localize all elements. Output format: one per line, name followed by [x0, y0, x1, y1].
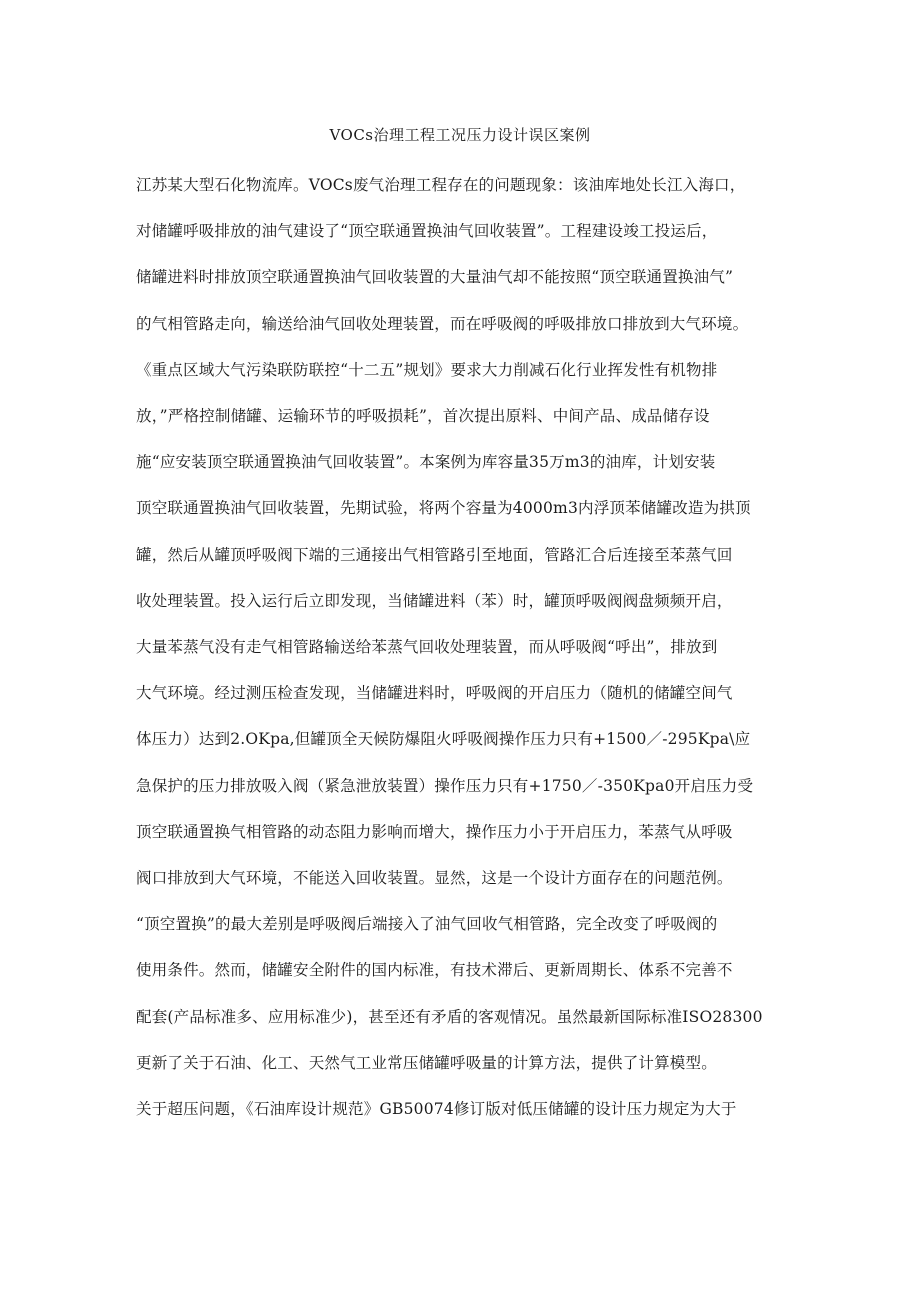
paragraph-line-13: 体压力）达到2.OKpa,但罐顶全天候防爆阻火呼吸阀操作压力只有+1500／-295Kpa\应: [136, 730, 751, 748]
paragraph-line-20: 更新了关于石油、化工、天然气工业常压储罐呼吸量的计算方法，提供了计算模型。: [136, 1054, 717, 1072]
paragraph-line-18: 使用条件。然而，储罐安全附件的国内标准，有技术滞后、更新周期长、体系不完善不: [136, 961, 733, 979]
paragraph-line-7: 施“应安装顶空联通置换油气回收装置”。本案例为库容量35万m3的油库，计划安装: [136, 453, 716, 471]
paragraph-line-10: 收处理装置。投入运行后立即发现，当储罐进料（苯）时，罐顶呼吸阀阀盘频频开启，: [136, 592, 733, 610]
paragraph-line-14: 急保护的压力排放吸入阀（紧急泄放装置）操作压力只有+1750／-350Kpa0开启压力受: [136, 777, 754, 795]
paragraph-line-19: 配套(产品标准多、应用标准少)，甚至还有矛盾的客观情况。虽然最新国际标准ISO28300: [136, 1008, 763, 1026]
paragraph-line-4: 的气相管路走向，输送给油气回收处理装置，而在呼吸阀的呼吸排放口排放到大气环境。: [136, 315, 749, 333]
paragraph-line-3: 储罐进料时排放顶空联通置换油气回收装置的大量油气却不能按照“顶空联通置换油气”: [136, 268, 734, 286]
paragraph-line-12: 大气环境。经过测压检查发现，当储罐进料时，呼吸阀的开启压力（随机的储罐空间气: [136, 684, 733, 702]
paragraph-line-15: 顶空联通置换气相管路的动态阻力影响而增大，操作压力小于开启压力，苯蒸气从呼吸: [136, 823, 733, 841]
paragraph-line-11: 大量苯蒸气没有走气相管路输送给苯蒸气回收处理装置，而从呼吸阀“呼出”，排放到: [136, 638, 718, 656]
paragraph-line-6: 放，”严格控制储罐、运输环节的呼吸损耗”，首次提出原料、中间产品、成品储存设: [136, 407, 710, 425]
paragraph-line-2: 对储罐呼吸排放的油气建设了“顶空联通置换油气回收装置”。工程建设竣工投运后，: [136, 222, 718, 240]
paragraph-line-16: 阀口排放到大气环境，不能送入回收装置。显然，这是一个设计方面存在的问题范例。: [136, 869, 733, 887]
paragraph-line-9: 罐，然后从罐顶呼吸阀下端的三通接出气相管路引至地面，管路汇合后连接至苯蒸气回: [136, 546, 733, 564]
paragraph-line-5: 《重点区域大气污染联防联控“十二五”规划》要求大力削减石化行业挥发性有机物排: [136, 361, 718, 379]
document-title: VOCs治理工程工况压力设计误区案例: [329, 126, 591, 144]
paragraph-line-8: 顶空联通置换油气回收装置，先期试验，将两个容量为4000m3内浮顶苯储罐改造为拱顶: [136, 499, 751, 517]
paragraph-line-1: 江苏某大型石化物流库。VOCs废气治理工程存在的问题现象：该油库地处长江入海口，: [136, 176, 746, 194]
paragraph-line-17: “顶空置换”的最大差别是呼吸阀后端接入了油气回收气相管路，完全改变了呼吸阀的: [136, 915, 718, 933]
paragraph-line-21: 关于超压问题，《石油库设计规范》GB50074修订版对低压储罐的设计压力规定为大于: [136, 1100, 737, 1118]
